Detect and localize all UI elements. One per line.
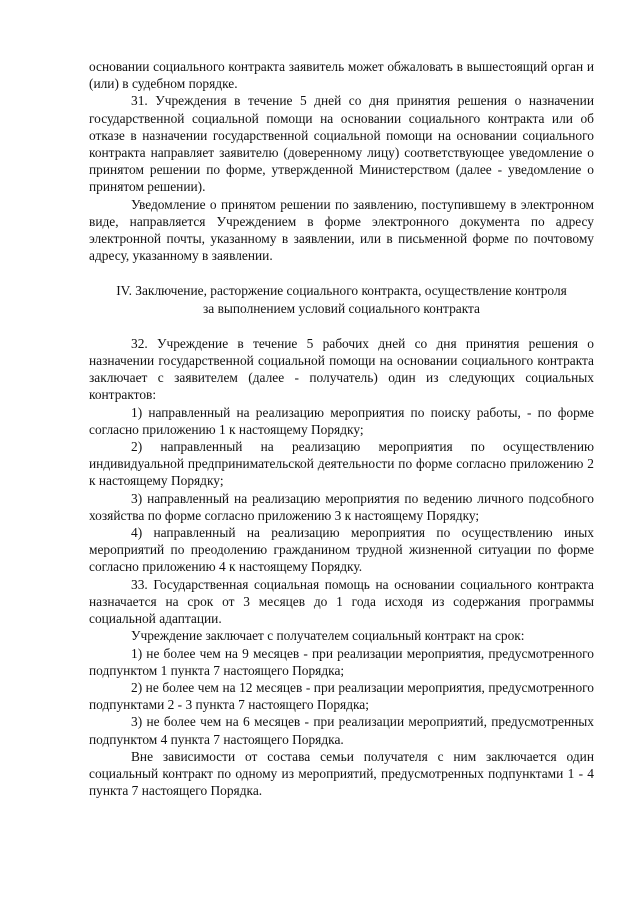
paragraph-continuation: основании социального контракта заявитель может обжаловать в вышестоящий орган и (или) в судебном порядке.: [89, 59, 594, 92]
paragraph-33: 33. Государственная социальная помощь на основании социального контракта назначается на срок от 3 месяцев до 1 года исходя из содержания программы социальной адаптации.: [89, 576, 594, 627]
list-item-32-4: 4) направленный на реализацию мероприятия по осуществлению иных мероприятий по преодолению гражданином трудной жизненной ситуации по форме согласно приложению 4 к настоящему Порядку.: [89, 525, 594, 575]
list-item-term-1: 1) не более чем на 9 месяцев - при реализации мероприятия, предусмотренного подпунктом 1 пункта 7 настоящего Порядка;: [89, 645, 594, 678]
list-item-term-3: 3) не более чем на 6 месяцев - при реализации мероприятий, предусмотренных подпунктом 4 пункта 7 настоящего Порядка.: [89, 714, 594, 747]
list-item-term-2: 2) не более чем на 12 месяцев - при реализации мероприятия, предусмотренного подпунктами 2 - 3 пункта 7 настоящего Порядка;: [89, 679, 594, 713]
paragraph-notification: Уведомление о принятом решении по заявлению, поступившему в электронном виде, направляется Учреждением в форме электронного документа по адресу электронной почты, указанному в заявлении, или в письменной форме по почтовому адресу, указанному в заявлении.: [89, 196, 594, 264]
paragraph-32: 32. Учреждение в течение 5 рабочих дней со дня принятия решения о назначении государственной социальной помощи на основании социального контракта заключает с заявителем (далее - получатель) один из следующих социальных контрактов:: [89, 335, 594, 403]
paragraph-contract-term: Учреждение заключает с получателем социальный контракт на срок:: [131, 628, 525, 644]
paragraph-31: 31. Учреждения в течение 5 дней со дня принятия решения о назначении государственной социальной помощи на основании социального контракта или об отказе в назначении государственной социальной помощи на основании социального контракта направляет заявителю (доверенному лицу) соответствующее уведомление о принятом решении по форме, утвержденной Министерством (далее - уведомление о принятом решении).: [89, 93, 594, 195]
list-item-32-2: 2) направленный на реализацию мероприятия по осуществлению индивидуальной предпринимательской деятельности по форме согласно приложению 2 к настоящему Порядку;: [89, 439, 594, 489]
document-page: [89, 58, 594, 799]
spacer: [89, 264, 594, 282]
list-item-32-1: 1) направленный на реализацию мероприятия по поиску работы, - по форме согласно приложению 1 к настоящему Порядку;: [89, 404, 594, 437]
paragraph-family: Вне зависимости от состава семьи получателя с ним заключается один социальный контракт по одному из мероприятий, предусмотренных подпунктами 1 - 4 пункта 7 настоящего Порядка.: [89, 748, 594, 799]
list-item-32-3: 3) направленный на реализацию мероприятия по ведению личного подсобного хозяйства по форме согласно приложению 3 к настоящему Порядку;: [89, 490, 594, 523]
section-heading: IV. Заключение, расторжение социального контракта, осуществление контроля за выполнением условий социального контракта: [116, 283, 567, 316]
spacer: [89, 317, 594, 335]
